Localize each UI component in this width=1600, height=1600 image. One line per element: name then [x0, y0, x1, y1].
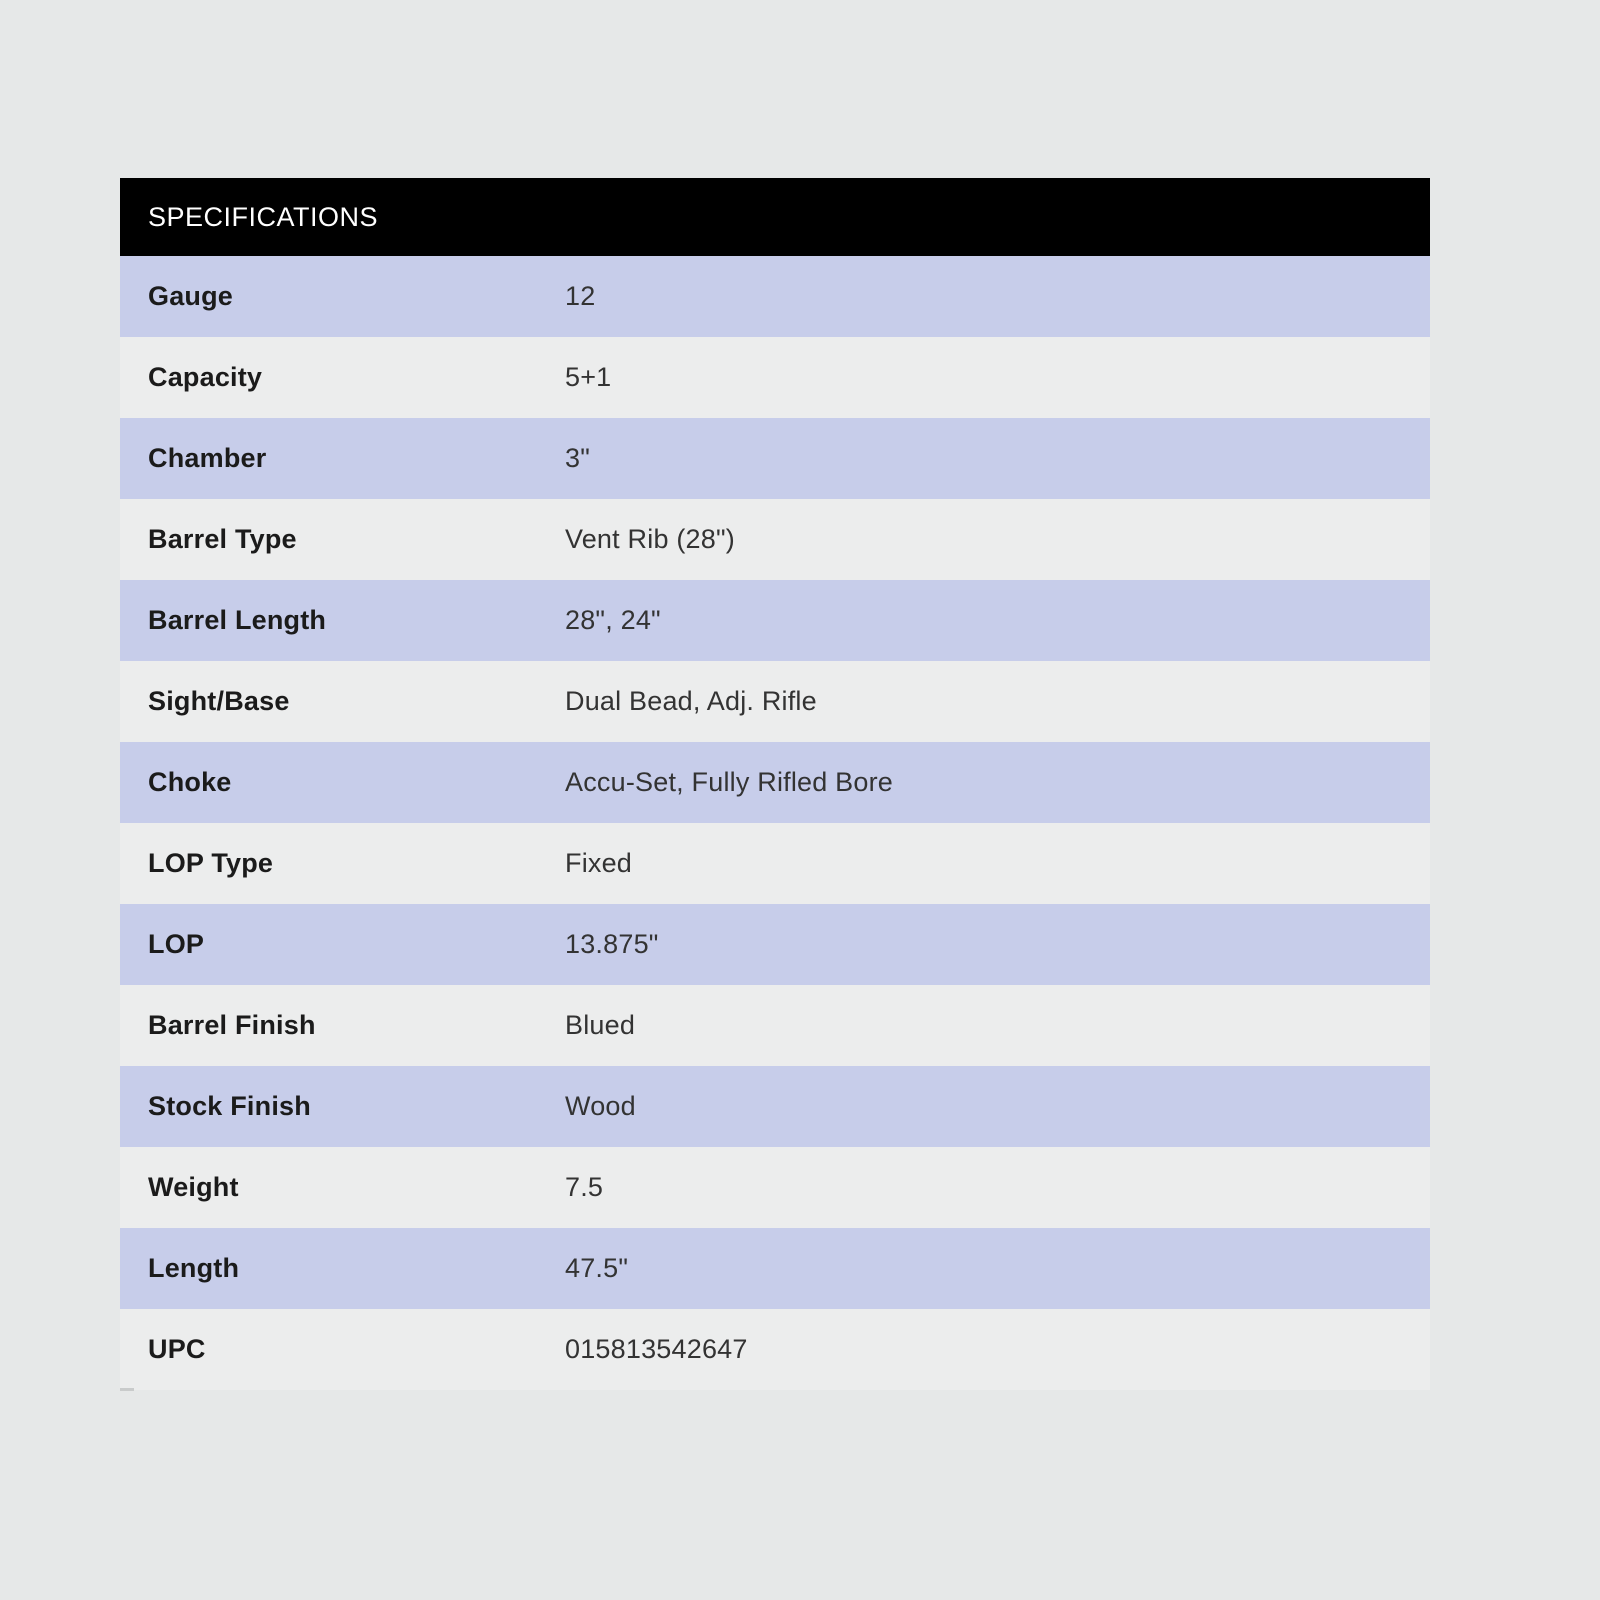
table-row	[120, 1066, 1430, 1147]
spec-label: Chamber	[148, 443, 267, 473]
spec-label: LOP Type	[148, 848, 274, 878]
spec-value: Dual Bead, Adj. Rifle	[565, 686, 817, 716]
spec-label: Barrel Length	[148, 605, 327, 635]
spec-label: Choke	[148, 767, 232, 797]
spec-label: Length	[148, 1253, 240, 1283]
spec-label: UPC	[148, 1334, 206, 1364]
spec-value: Accu-Set, Fully Rifled Bore	[565, 767, 894, 797]
table-header-title: SPECIFICATIONS	[148, 201, 379, 232]
table-row	[120, 337, 1430, 418]
spec-value: 12	[565, 281, 596, 311]
specifications-table	[120, 178, 1430, 1390]
spec-value: Vent Rib (28")	[565, 524, 735, 554]
spec-value: Fixed	[565, 848, 633, 878]
table-row	[120, 985, 1430, 1066]
table-row	[120, 418, 1430, 499]
spec-label: Weight	[148, 1172, 239, 1202]
table-row	[120, 580, 1430, 661]
spec-value: Blued	[565, 1010, 636, 1040]
spec-label: Barrel Finish	[148, 1010, 316, 1040]
spec-label: Capacity	[148, 362, 263, 392]
spec-value: 28", 24"	[565, 605, 661, 635]
table-row	[120, 499, 1430, 580]
spec-label: Stock Finish	[148, 1091, 311, 1121]
spec-label: Sight/Base	[148, 686, 290, 716]
table-row	[120, 256, 1430, 337]
table-footer-mark	[120, 1388, 134, 1391]
table-row	[120, 1309, 1430, 1390]
spec-value: 015813542647	[565, 1334, 748, 1364]
spec-value: 3"	[565, 443, 591, 473]
spec-label: Barrel Type	[148, 524, 297, 554]
spec-value: 7.5	[565, 1172, 604, 1202]
spec-value: 47.5"	[565, 1253, 629, 1283]
spec-value: 5+1	[565, 362, 612, 392]
table-row	[120, 742, 1430, 823]
table-header	[120, 178, 1430, 256]
spec-value: 13.875"	[565, 929, 659, 959]
table-row	[120, 661, 1430, 742]
spec-value: Wood	[565, 1091, 636, 1121]
table-row	[120, 904, 1430, 985]
spec-label: LOP	[148, 929, 205, 959]
table-row	[120, 1228, 1430, 1309]
table-row	[120, 1147, 1430, 1228]
spec-label: Gauge	[148, 281, 234, 311]
table-row	[120, 823, 1430, 904]
